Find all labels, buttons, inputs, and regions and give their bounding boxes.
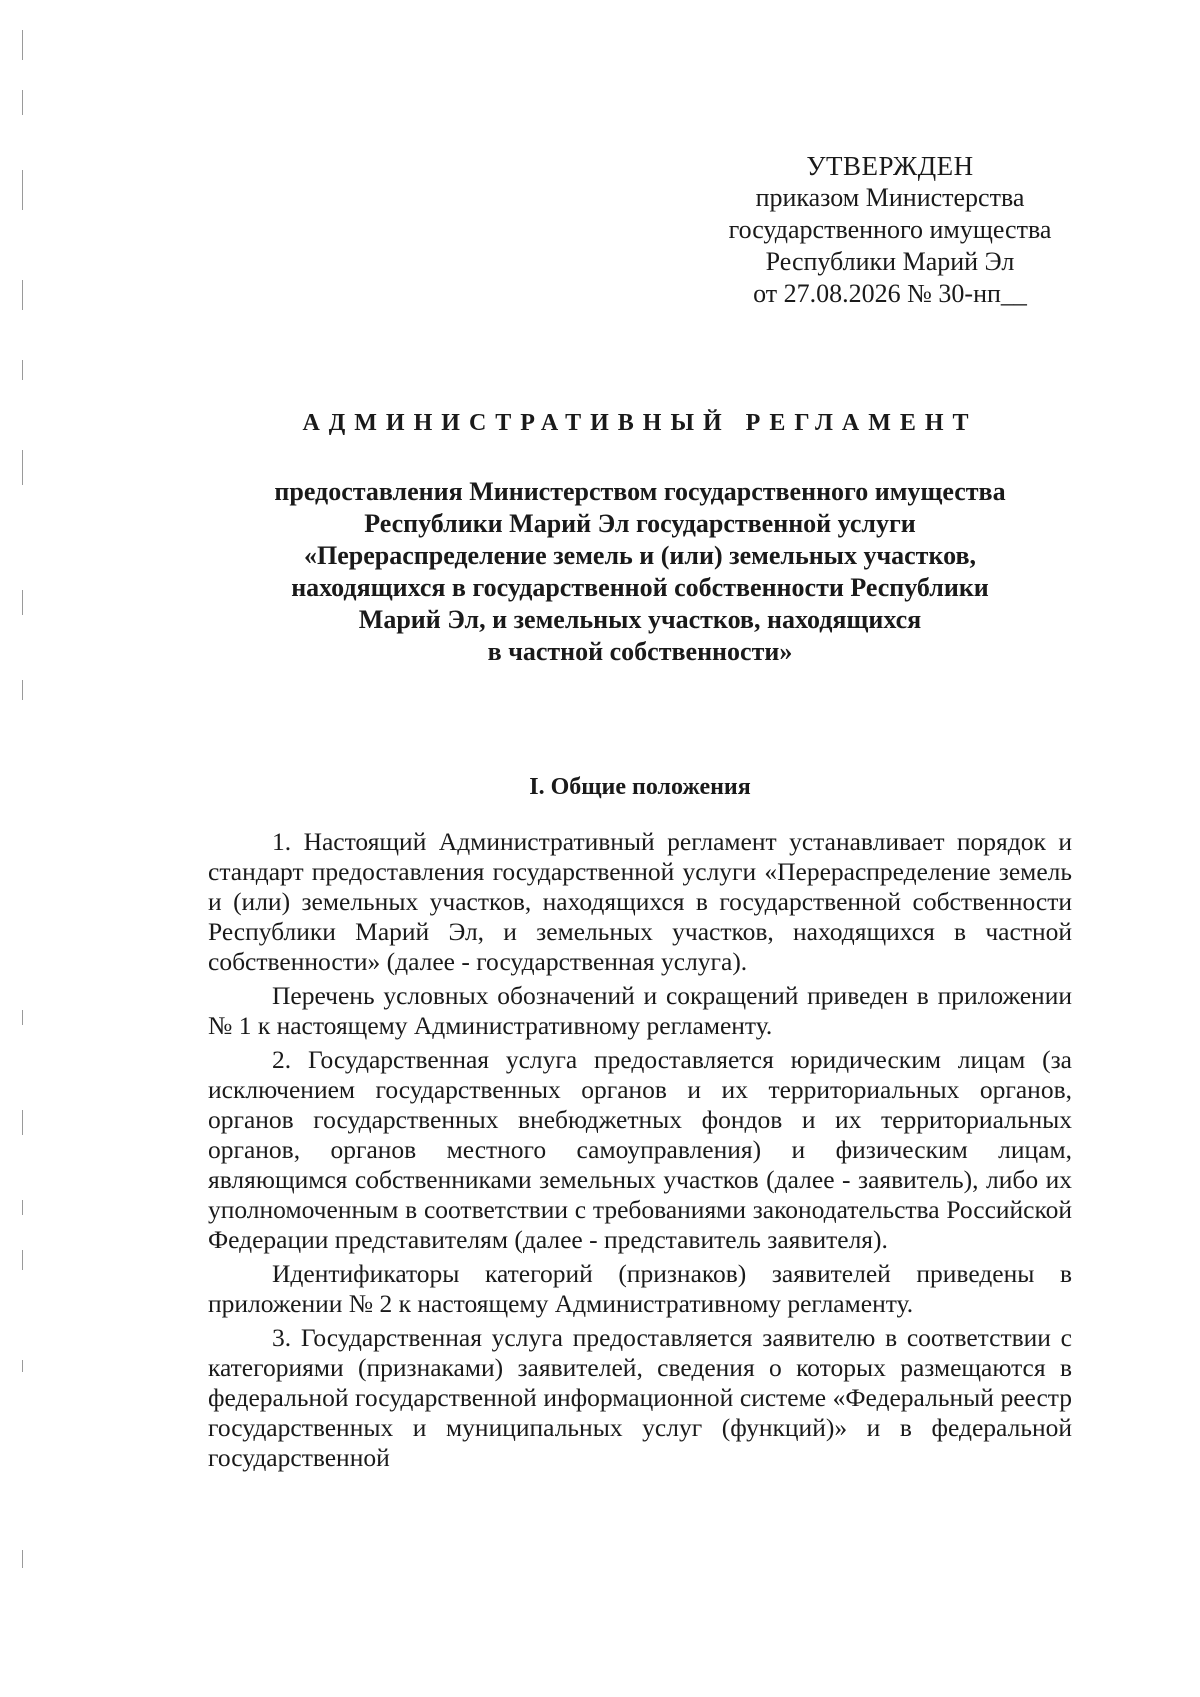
- approval-line: приказом Министерства: [755, 183, 1025, 212]
- paragraph: 2. Государственная услуга предоставляется юридическим лицам (за исключением государственных органов и их территориальных органов, органов государственных внебюджетных фондов и их территориальных органов, органов местного самоуправления) и физическим лицам, являющимся собственниками земельных участков (далее - заявитель), либо их уполномоченным в соответствии с требованиями законодательства Российской Федерации представителям (далее - представитель заявителя).: [208, 1045, 1072, 1254]
- paragraph: 3. Государственная услуга предоставляется заявителю в соответствии с категориями (признаками) заявителей, сведения о которых размещаются в федеральной государственной информационной системе «Федеральный реестр государственных и муниципальных услуг (функций)» и в федеральной государственной: [208, 1323, 1072, 1472]
- scan-mark: [22, 1360, 23, 1372]
- scan-mark: [22, 680, 23, 700]
- scan-mark: [22, 1550, 23, 1568]
- document-subtitle: [210, 476, 1070, 668]
- paragraph: Перечень условных обозначений и сокращений приведен в приложении № 1 к настоящему Административному регламенту.: [208, 981, 1072, 1040]
- paragraph: Идентификаторы категорий (признаков) заявителей приведены в приложении № 2 к настоящему Административному регламенту.: [208, 1259, 1072, 1318]
- scan-mark: [22, 1250, 23, 1270]
- approval-heading: УТВЕРЖДЕН: [806, 151, 974, 181]
- subtitle-line: предоставления Министерством государственного имущества: [274, 477, 1006, 506]
- approval-stamp-block: [690, 150, 1090, 310]
- subtitle-line: в частной собственности»: [487, 637, 793, 666]
- scan-mark: [22, 280, 23, 310]
- scan-edge-marks: [22, 30, 24, 1630]
- scan-mark: [22, 450, 23, 485]
- scan-mark: [22, 30, 23, 60]
- scan-mark: [22, 90, 23, 115]
- section-heading: I. Общие положения: [529, 774, 751, 800]
- subtitle-line: Республики Марий Эл государственной услуги: [364, 509, 916, 538]
- body-text: [208, 827, 1072, 1477]
- scan-mark: [22, 590, 23, 615]
- approval-line: государственного имущества: [728, 215, 1052, 244]
- paragraph: 1. Настоящий Административный регламент устанавливает порядок и стандарт предоставления государственной услуги «Перераспределение земель и (или) земельных участков, находящихся в государственной собственности Республики Марий Эл, и земельных участков, находящихся в частной собственности» (далее - государственная услуга).: [208, 827, 1072, 976]
- subtitle-line: «Перераспределение земель и (или) земельных участков,: [303, 541, 976, 570]
- subtitle-line: Марий Эл, и земельных участков, находящихся: [358, 605, 922, 634]
- document-title: АДМИНИСТРАТИВНЫЙ РЕГЛАМЕНТ: [302, 410, 978, 436]
- approval-line: Республики Марий Эл: [765, 247, 1015, 276]
- scan-mark: [22, 360, 23, 380]
- scan-mark: [22, 1200, 23, 1215]
- scan-mark: [22, 1010, 23, 1025]
- scan-mark: [22, 1110, 23, 1135]
- subtitle-line: находящихся в государственной собственности Республики: [291, 573, 989, 602]
- scan-mark: [22, 170, 23, 210]
- approval-order-number: от 27.08.2026 № 30-нп__: [753, 279, 1027, 308]
